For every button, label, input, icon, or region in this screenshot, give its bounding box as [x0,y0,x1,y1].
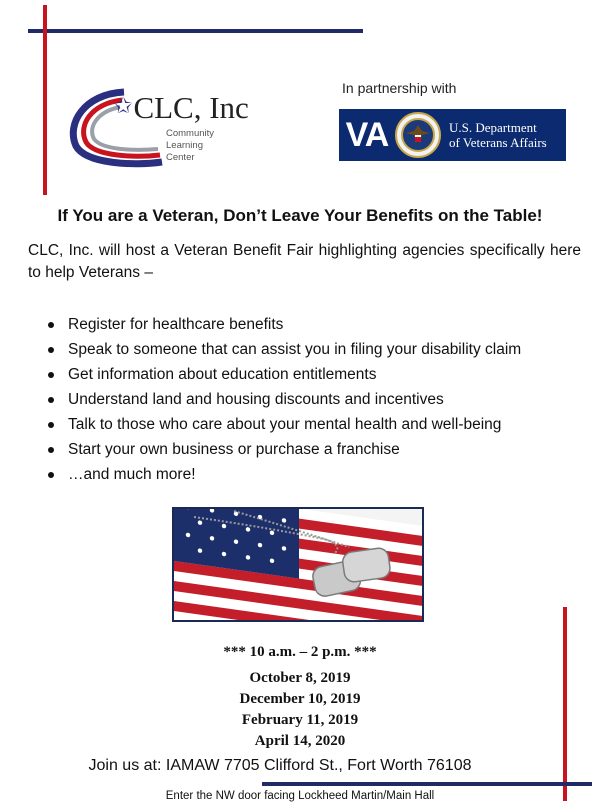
american-flag-icon [174,509,422,620]
top-vertical-rule [43,5,47,195]
intro-paragraph: CLC, Inc. will host a Veteran Benefit Fair highlighting agencies specifically here to help Veterans – [28,242,581,281]
list-item [42,312,521,337]
event-date: December 10, 2019 [239,691,361,707]
top-horizontal-rule [28,29,363,33]
clc-subtitle-line: Community [166,128,215,139]
benefits-list [42,312,521,487]
clc-logo [64,84,264,174]
va-department-line: of Veterans Affairs [449,135,547,150]
list-item [42,437,521,462]
va-department-line: U.S. Department [449,120,537,135]
flag-dog-tags-image [172,507,424,622]
bullet-icon [48,472,54,478]
va-department-name [449,120,547,150]
list-item-text: Get information about education entitlements [68,366,377,383]
bullet-icon [48,447,54,453]
va-seal-icon [395,112,441,158]
event-time: *** 10 a.m. – 2 p.m. *** [223,644,377,660]
list-item [42,387,521,412]
clc-subtitle-line: Center [166,152,195,163]
clc-subtitle-line: Learning [166,140,203,151]
list-item [42,412,521,437]
event-location: Join us at: IAMAW 7705 Clifford St., Fort Worth 76108 [88,757,472,774]
event-date: February 11, 2019 [241,712,359,728]
va-logo [339,109,566,161]
list-item-text: …and much more! [68,466,196,483]
bullet-icon [48,372,54,378]
list-item-text: Start your own business or purchase a franchise [68,441,400,458]
list-item-text: Talk to those who care about your mental health and well-being [68,416,502,433]
clc-name: CLC, Inc [133,90,249,125]
va-letters: VA [345,115,389,154]
list-item [42,462,521,487]
event-dates [0,668,600,752]
bullet-icon [48,322,54,328]
list-item-text: Speak to someone that can assist you in filing your disability claim [68,341,522,358]
list-item-text: Register for healthcare benefits [68,316,284,333]
clc-subtitle [166,128,214,164]
bullet-icon [48,397,54,403]
list-item [42,362,521,387]
entrance-instructions: Enter the NW door facing Lockheed Martin/Main Hall [165,790,435,802]
headline: If You are a Veteran, Don’t Leave Your Benefits on the Table! [57,206,543,225]
bottom-horizontal-rule [262,782,592,786]
bullet-icon [48,422,54,428]
clc-wordmark [114,90,249,126]
event-date: October 8, 2019 [249,670,351,686]
list-item-text: Understand land and housing discounts and incentives [68,391,444,408]
list-item [42,337,521,362]
bullet-icon [48,347,54,353]
star-icon: ✩ [114,93,133,118]
partnership-label: In partnership with [342,80,457,96]
event-date: April 14, 2020 [254,733,346,749]
